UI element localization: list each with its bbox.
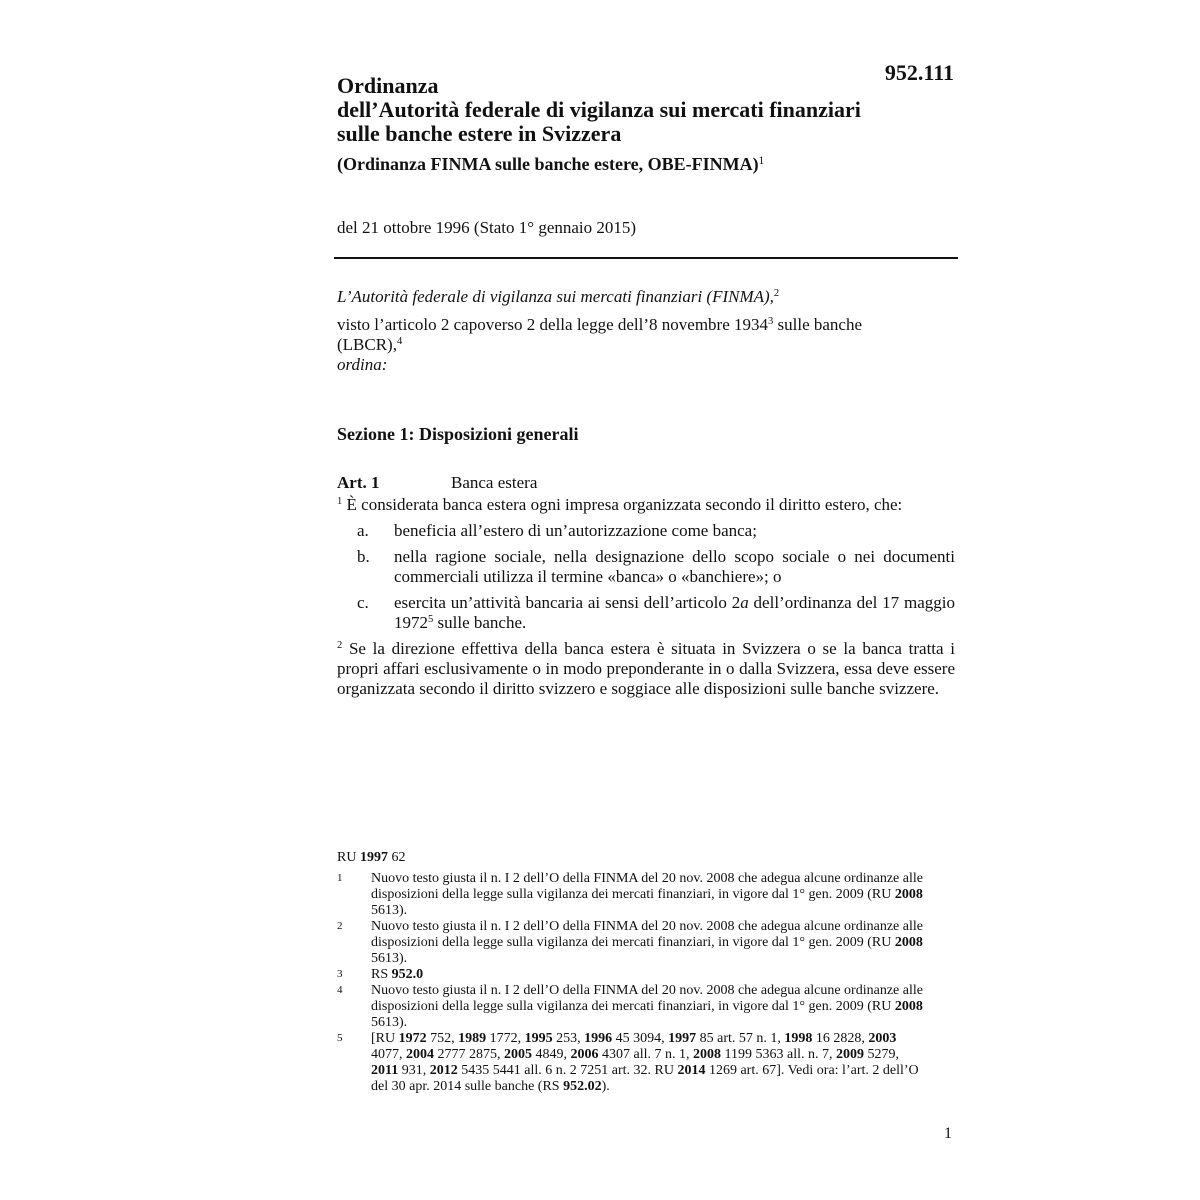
footnote-4-text bbox=[371, 983, 927, 1031]
footnote-3-rs-number: 952.0 bbox=[391, 967, 424, 982]
list-item-b bbox=[337, 547, 955, 587]
footnote-1-text-a: Nuovo testo giusta il n. I 2 dell’O della FINMA del 20 nov. 2008 che adegua alcune ordinanze alle disposizioni della legge sulla vigilanza dei mercati finanziari, in vigore dal 1° gen. 2009 (RU bbox=[371, 871, 923, 902]
footnote-ref-5[interactable]: 5 bbox=[428, 614, 434, 626]
footnote-ref-3[interactable]: 3 bbox=[768, 316, 774, 328]
footnote-5-year: 1995 bbox=[524, 1031, 553, 1046]
list-item-c bbox=[337, 593, 955, 633]
article-number: Art. 1 bbox=[337, 473, 380, 492]
list-text-c-a: esercita un’attività bancaria ai sensi dell’articolo 2 bbox=[394, 593, 741, 612]
footnote-5-segment: 4307 all. 7 n. 1, bbox=[598, 1047, 693, 1062]
document-subtitle bbox=[337, 153, 937, 175]
document-number: 952.111 bbox=[884, 60, 954, 85]
ru-page: 62 bbox=[387, 850, 406, 865]
list-text-c-c: sulle banche. bbox=[433, 613, 527, 632]
paragraph-1-number: 1 bbox=[337, 496, 343, 508]
footnote-5-segment: 45 3094, bbox=[612, 1031, 669, 1046]
list-item-a bbox=[337, 521, 955, 541]
list-letter-a: a. bbox=[357, 521, 369, 540]
visto-text-b: sulle banche bbox=[773, 315, 863, 334]
footnote-3-number: 3 bbox=[337, 968, 343, 980]
title-line-3: sulle banche estere in Svizzera bbox=[337, 121, 622, 146]
footnote-5-year: 2005 bbox=[504, 1047, 532, 1062]
footnote-4-ru-year: 2008 bbox=[894, 999, 923, 1014]
footnote-5-year: 2006 bbox=[570, 1047, 599, 1062]
ru-prefix: RU bbox=[337, 850, 360, 865]
header-divider bbox=[334, 257, 958, 259]
footnote-2-text-b: 5613). bbox=[371, 951, 408, 966]
section-title: Sezione 1: Disposizioni generali bbox=[337, 424, 579, 444]
footnote-5-segment: 4849, bbox=[532, 1047, 571, 1062]
footnote-4 bbox=[337, 983, 927, 1031]
footnote-1-text-b: 5613). bbox=[371, 903, 408, 918]
footnote-5-year: 2009 bbox=[835, 1047, 864, 1062]
footnote-5-segment: 5279, bbox=[863, 1047, 899, 1062]
list-text-a: beneficia all’estero di un’autorizzazione come banca; bbox=[394, 521, 757, 540]
footnote-5 bbox=[337, 1031, 927, 1095]
list-text-b: nella ragione sociale, nella designazione dello scopo sociale o nei documenti commerciali utilizza il termine «banca» o «banchiere»; o bbox=[394, 547, 955, 586]
footnote-ref-4[interactable]: 4 bbox=[396, 336, 403, 348]
footnote-5-segment: 85 art. 57 n. 1, bbox=[696, 1031, 785, 1046]
footnote-4-number: 4 bbox=[337, 984, 343, 996]
footnote-5-year: 1997 bbox=[668, 1031, 697, 1046]
footnote-5-text bbox=[371, 1031, 927, 1095]
footnote-5-segment: 1199 5363 all. n. 7, bbox=[721, 1047, 836, 1062]
footnote-2 bbox=[337, 919, 927, 967]
paragraph-2 bbox=[337, 639, 955, 699]
footnote-1-ru-year: 2008 bbox=[894, 887, 923, 902]
footnote-ref-2[interactable]: 2 bbox=[773, 288, 780, 300]
footnote-3-text bbox=[371, 967, 927, 983]
footnote-5-year: 1989 bbox=[458, 1031, 487, 1046]
document-date: del 21 ottobre 1996 (Stato 1° gennaio 2015) bbox=[337, 218, 637, 237]
visto-text-a: visto l’articolo 2 capoverso 2 della legge dell’8 novembre 1934 bbox=[337, 315, 769, 334]
footnote-1-text bbox=[371, 871, 927, 919]
footnote-1 bbox=[337, 871, 927, 919]
paragraph-2-text: Se la direzione effettiva della banca estera è situata in Svizzera o se la banca tratta i propri affari esclusivamente o in modo preponderante in o dalla Svizzera, essa deve essere organizzata secondo il diritto svizzero e soggiace alle disposizioni sulle banche svizzere. bbox=[337, 639, 955, 698]
title-line-2: dell’Autorità federale di vigilanza sui mercati finanziari bbox=[337, 97, 861, 122]
lbcr-text: (LBCR), bbox=[337, 335, 397, 354]
paragraph-1 bbox=[337, 495, 955, 515]
footnote-5-year: 2004 bbox=[406, 1047, 434, 1062]
footnote-5-year: 1998 bbox=[784, 1031, 813, 1046]
title-block bbox=[337, 74, 937, 175]
footnotes bbox=[337, 850, 927, 1095]
footnote-5-segment: 2777 2875, bbox=[434, 1047, 504, 1062]
list-text-c bbox=[394, 593, 955, 633]
footnote-5-segment: 253, bbox=[552, 1031, 585, 1046]
footnote-5-year: 2003 bbox=[868, 1031, 897, 1046]
footnote-2-text bbox=[371, 919, 927, 967]
footnote-2-ru-year: 2008 bbox=[894, 935, 923, 950]
footnote-5-year: 1996 bbox=[584, 1031, 613, 1046]
ru-year: 1997 bbox=[359, 850, 388, 865]
footnote-2-number: 2 bbox=[337, 920, 343, 932]
footnote-5-segment: 931, bbox=[398, 1063, 430, 1078]
visto-line bbox=[337, 315, 957, 335]
authority-line bbox=[337, 287, 957, 307]
article-header bbox=[337, 473, 955, 493]
paragraph-1-text: È considerata banca estera ogni impresa organizzata secondo il diritto estero, che: bbox=[342, 495, 903, 514]
footnote-5-segment: 5435 5441 all. 6 n. 2 7251 art. 32. RU bbox=[457, 1063, 678, 1078]
footnote-5-segment: 16 2828, bbox=[812, 1031, 869, 1046]
footnote-5-year: 952.02 bbox=[563, 1079, 602, 1094]
footnote-3 bbox=[337, 967, 927, 983]
ordina-line: ordina: bbox=[337, 355, 388, 374]
article-1 bbox=[337, 473, 955, 699]
preamble bbox=[337, 287, 957, 375]
page-number: 1 bbox=[944, 1125, 952, 1142]
footnote-3-prefix: RS bbox=[371, 967, 392, 982]
title-line-1: Ordinanza bbox=[337, 73, 439, 98]
footnote-1-number: 1 bbox=[337, 872, 343, 884]
list-text-c-em: a bbox=[740, 593, 749, 612]
footnote-5-segment: 1772, bbox=[486, 1031, 525, 1046]
article-list bbox=[337, 521, 955, 633]
ru-reference bbox=[337, 850, 927, 866]
footnote-5-segment: [RU bbox=[371, 1031, 399, 1046]
footnote-5-year: 2012 bbox=[429, 1063, 458, 1078]
paragraph-2-number: 2 bbox=[337, 640, 343, 652]
subtitle-text: (Ordinanza FINMA sulle banche estere, OBE-FINMA) bbox=[337, 154, 759, 174]
footnote-5-year: 2011 bbox=[371, 1063, 399, 1078]
footnote-5-year: 1972 bbox=[398, 1031, 427, 1046]
footnote-2-text-a: Nuovo testo giusta il n. I 2 dell’O della FINMA del 20 nov. 2008 che adegua alcune ordinanze alle disposizioni della legge sulla vigilanza dei mercati finanziari, in vigore dal 1° gen. 2009 (RU bbox=[371, 919, 923, 950]
footnote-5-segment: ). bbox=[601, 1079, 610, 1094]
list-text-c-b: dell’ordinanza del 17 maggio 1972 bbox=[394, 593, 956, 632]
footnote-ref-1[interactable]: 1 bbox=[758, 154, 765, 167]
list-letter-c: c. bbox=[357, 593, 369, 612]
footnote-5-segment: 1269 art. 67]. Vedi ora: l’art. 2 dell’O del 30 apr. 2014 sulle banche (RS bbox=[371, 1063, 919, 1094]
list-letter-b: b. bbox=[357, 547, 370, 566]
lbcr-line bbox=[337, 335, 957, 355]
footnote-4-text-a: Nuovo testo giusta il n. I 2 dell’O della FINMA del 20 nov. 2008 che adegua alcune ordinanze alle disposizioni della legge sulla vigilanza dei mercati finanziari, in vigore dal 1° gen. 2009 (RU bbox=[371, 983, 923, 1014]
footnote-4-text-b: 5613). bbox=[371, 1015, 408, 1030]
authority-text: L’Autorità federale di vigilanza sui mercati finanziari (FINMA), bbox=[337, 287, 774, 306]
footnote-5-year: 2008 bbox=[693, 1047, 721, 1062]
footnote-5-segment: 752, bbox=[426, 1031, 459, 1046]
footnote-5-year: 2014 bbox=[677, 1063, 706, 1078]
footnote-5-segment: 4077, bbox=[371, 1047, 406, 1062]
article-heading: Banca estera bbox=[451, 473, 538, 492]
footnote-5-number: 5 bbox=[337, 1032, 343, 1044]
